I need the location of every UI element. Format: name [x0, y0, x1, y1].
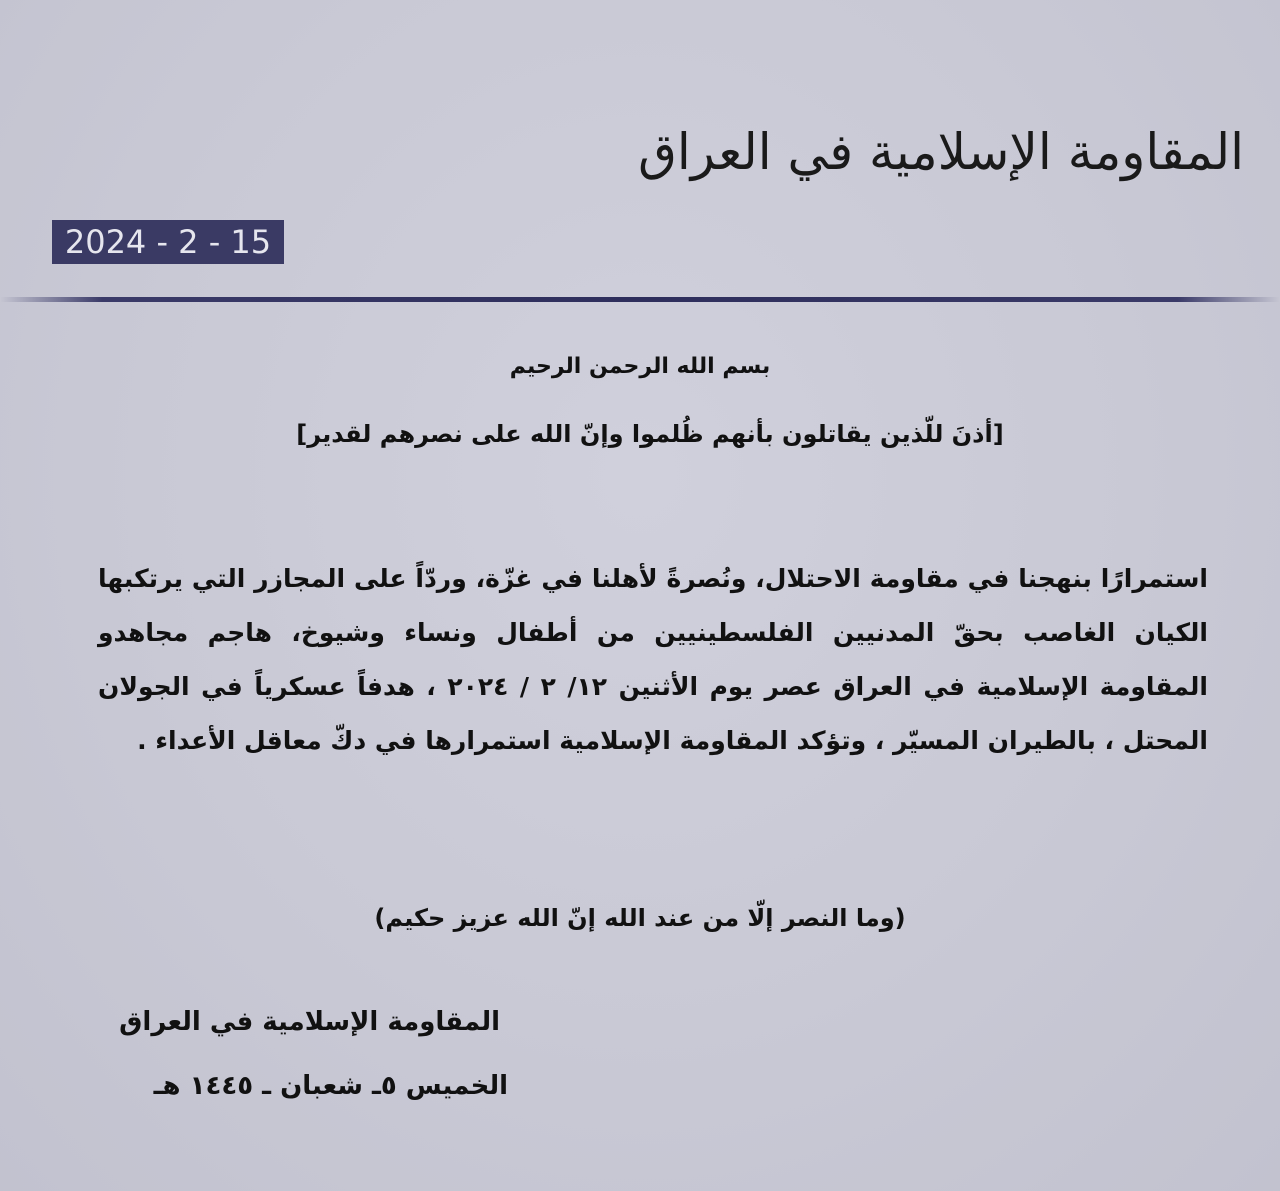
opening-verse: [أذنَ للّذين يقاتلون بأنهم ظُلموا وإنّ الله على نصرهم لقدير] — [296, 420, 1004, 448]
organization-logo: المقاومة الإسلامية في العراق — [638, 123, 1244, 181]
basmala: بسم الله الرحمن الرحيم — [509, 354, 771, 379]
hijri-date: الخميس ٥ـ شعبان ـ ١٤٤٥ هـ — [153, 1071, 508, 1101]
date-badge: 2024 - 2 - 15 — [52, 220, 284, 264]
signature: المقاومة الإسلامية في العراق — [119, 1007, 500, 1037]
header-divider — [0, 297, 1280, 302]
statement-body: استمرارًا بنهجنا في مقاومة الاحتلال، ونُصرةً لأهلنا في غزّة، وردّاً على المجازر التي يرتكبها الكيان الغاصب بحقّ المدنيين الفلسطينيين من أطفال ونساء وشيوخ، هاجم مجاهدو المقاومة الإسلامية في العراق عصر يوم الأثنين ١٢/ ٢ / ٢٠٢٤ ، هدفاً عسكرياً في الجولان المحتل ، بالطيران المسيّر ، وتؤكد المقاومة الإسلامية استمرارها في دكّ معاقل الأعداء . — [98, 564, 1208, 755]
closing-verse: (وما النصر إلّا من عند الله إنّ الله عزيز حكيم) — [374, 904, 906, 932]
